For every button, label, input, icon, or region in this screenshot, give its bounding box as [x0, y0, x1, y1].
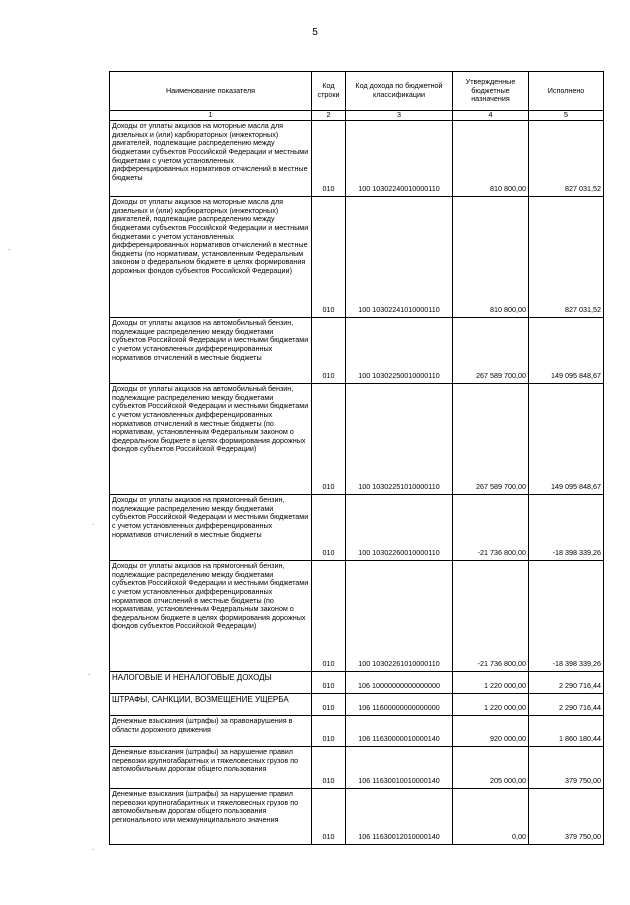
row-code: 010 — [312, 197, 346, 318]
table-row — [110, 672, 604, 694]
table-row — [110, 121, 604, 197]
row-kbk: 100 10302240010000110 — [346, 121, 453, 197]
row-code: 010 — [312, 495, 346, 561]
header-name: Наименование показателя — [110, 72, 312, 111]
header-row — [110, 72, 604, 111]
row-approved: 267 589 700,00 — [453, 384, 529, 495]
row-approved: 810 800,00 — [453, 121, 529, 197]
row-done: 379 750,00 — [529, 789, 604, 845]
table-row — [110, 384, 604, 495]
row-name: Доходы от уплаты акцизов на прямогонный бензин, подлежащие распределению между бюджетами субъектов Российской Федерации и местными бюджетами с учетом установленных дифференцированных нормативов отчислений в местные бюджеты — [110, 495, 312, 561]
header-code: Код строки — [312, 72, 346, 111]
row-name: Доходы от уплаты акцизов на моторные масла для дизельных и (или) карбюраторных (инжекторных) двигателей, подлежащие распределению между бюджетами субъектов Российской Федерации и местными бюджетами с учетом установленных дифференцированных нормативов отчислений в местные бюджеты — [110, 121, 312, 197]
row-done: 2 290 716,44 — [529, 694, 604, 716]
header-done: Исполнено — [529, 72, 604, 111]
row-code: 010 — [312, 694, 346, 716]
row-approved: 0,00 — [453, 789, 529, 845]
row-approved: 1 220 000,00 — [453, 672, 529, 694]
row-done: 149 095 848,67 — [529, 318, 604, 384]
budget-report-table — [109, 71, 604, 845]
row-name: Доходы от уплаты акцизов на прямогонный бензин, подлежащие распределению между бюджетами субъектов Российской Федерации и местными бюджетами с учетом установленных дифференцированных нормативов отчислений в местные бюджеты (по нормативам, установленным Федеральным законом о федеральном бюджете в целях формирования дорожных фондов субъектов Российской Федерации) — [110, 561, 312, 672]
row-done: -18 398 339,26 — [529, 561, 604, 672]
row-approved: 267 589 700,00 — [453, 318, 529, 384]
row-name: НАЛОГОВЫЕ И НЕНАЛОГОВЫЕ ДОХОДЫ — [110, 672, 312, 694]
row-kbk: 106 11630012010000140 — [346, 789, 453, 845]
row-approved: 810 800,00 — [453, 197, 529, 318]
column-number: 2 — [312, 111, 346, 121]
header-kbk: Код дохода по бюджетной классификации — [346, 72, 453, 111]
row-code: 010 — [312, 318, 346, 384]
row-kbk: 106 10000000000000000 — [346, 672, 453, 694]
row-approved: -21 736 800,00 — [453, 495, 529, 561]
row-done: 2 290 716,44 — [529, 672, 604, 694]
row-code: 010 — [312, 747, 346, 789]
table-row — [110, 694, 604, 716]
row-code: 010 — [312, 384, 346, 495]
scan-speck: . — [8, 243, 11, 252]
column-number: 1 — [110, 111, 312, 121]
row-name: Денежные взыскания (штрафы) за правонарушения в области дорожного движения — [110, 716, 312, 747]
column-number: 5 — [529, 111, 604, 121]
row-code: 010 — [312, 121, 346, 197]
table-row — [110, 561, 604, 672]
row-done: 827 031,52 — [529, 197, 604, 318]
page-number: 5 — [312, 27, 318, 38]
row-approved: 1 220 000,00 — [453, 694, 529, 716]
column-number-row — [110, 111, 604, 121]
row-code: 010 — [312, 789, 346, 845]
row-name: Доходы от уплаты акцизов на автомобильный бензин, подлежащие распределению между бюджетами субъектов Российской Федерации и местными бюджетами с учетом установленных дифференцированных нормативов отчислений в местные бюджеты (по нормативам, установленным Федеральным законом о федеральном бюджете в целях формирования дорожных фондов субъектов Российской Федерации) — [110, 384, 312, 495]
scan-speck: . — [92, 843, 95, 852]
table-row — [110, 495, 604, 561]
row-code: 010 — [312, 561, 346, 672]
table-row — [110, 747, 604, 789]
row-kbk: 106 11600000000000000 — [346, 694, 453, 716]
row-done: 379 750,00 — [529, 747, 604, 789]
column-number: 3 — [346, 111, 453, 121]
row-name: Денежные взыскания (штрафы) за нарушение правил перевозки крупногабаритных и тяжеловесных грузов по автомобильным дорогам общего пользования — [110, 747, 312, 789]
row-kbk: 100 10302260010000110 — [346, 495, 453, 561]
table-row — [110, 789, 604, 845]
row-name: Доходы от уплаты акцизов на автомобильный бензин, подлежащие распределению между бюджетами субъектов Российской Федерации и местными бюджетами с учетом установленных дифференцированных нормативов отчислений в местные бюджеты — [110, 318, 312, 384]
row-kbk: 100 10302261010000110 — [346, 561, 453, 672]
scan-speck: . — [88, 668, 91, 677]
row-code: 010 — [312, 672, 346, 694]
row-name: Доходы от уплаты акцизов на моторные масла для дизельных и (или) карбюраторных (инжекторных) двигателей, подлежащие распределению между бюджетами субъектов Российской Федерации и местными бюджетами с учетом установленных дифференцированных нормативов отчислений в местные бюджеты (по нормативам, установленным Федеральным законом о федеральном бюджете в целях формирования дорожных фондов субъектов Российской Федерации) — [110, 197, 312, 318]
row-kbk: 106 11630000010000140 — [346, 716, 453, 747]
row-code: 010 — [312, 716, 346, 747]
column-number: 4 — [453, 111, 529, 121]
row-done: 827 031,52 — [529, 121, 604, 197]
row-name: ШТРАФЫ, САНКЦИИ, ВОЗМЕЩЕНИЕ УЩЕРБА — [110, 694, 312, 716]
row-approved: 205 000,00 — [453, 747, 529, 789]
row-kbk: 106 11630010010000140 — [346, 747, 453, 789]
table-row — [110, 716, 604, 747]
header-approved: Утвержденные бюджетные назначения — [453, 72, 529, 111]
row-kbk: 100 10302250010000110 — [346, 318, 453, 384]
row-name: Денежные взыскания (штрафы) за нарушение правил перевозки крупногабаритных и тяжеловесных грузов по автомобильным дорогам общего пользования регионального или межмуниципального значения — [110, 789, 312, 845]
row-kbk: 100 10302241010000110 — [346, 197, 453, 318]
row-done: 1 860 180,44 — [529, 716, 604, 747]
row-approved: 920 000,00 — [453, 716, 529, 747]
row-approved: -21 736 800,00 — [453, 561, 529, 672]
row-done: 149 095 848,67 — [529, 384, 604, 495]
row-done: -18 398 339,26 — [529, 495, 604, 561]
row-kbk: 100 10302251010000110 — [346, 384, 453, 495]
table-row — [110, 197, 604, 318]
table-row — [110, 318, 604, 384]
scan-speck: . — [92, 518, 95, 527]
